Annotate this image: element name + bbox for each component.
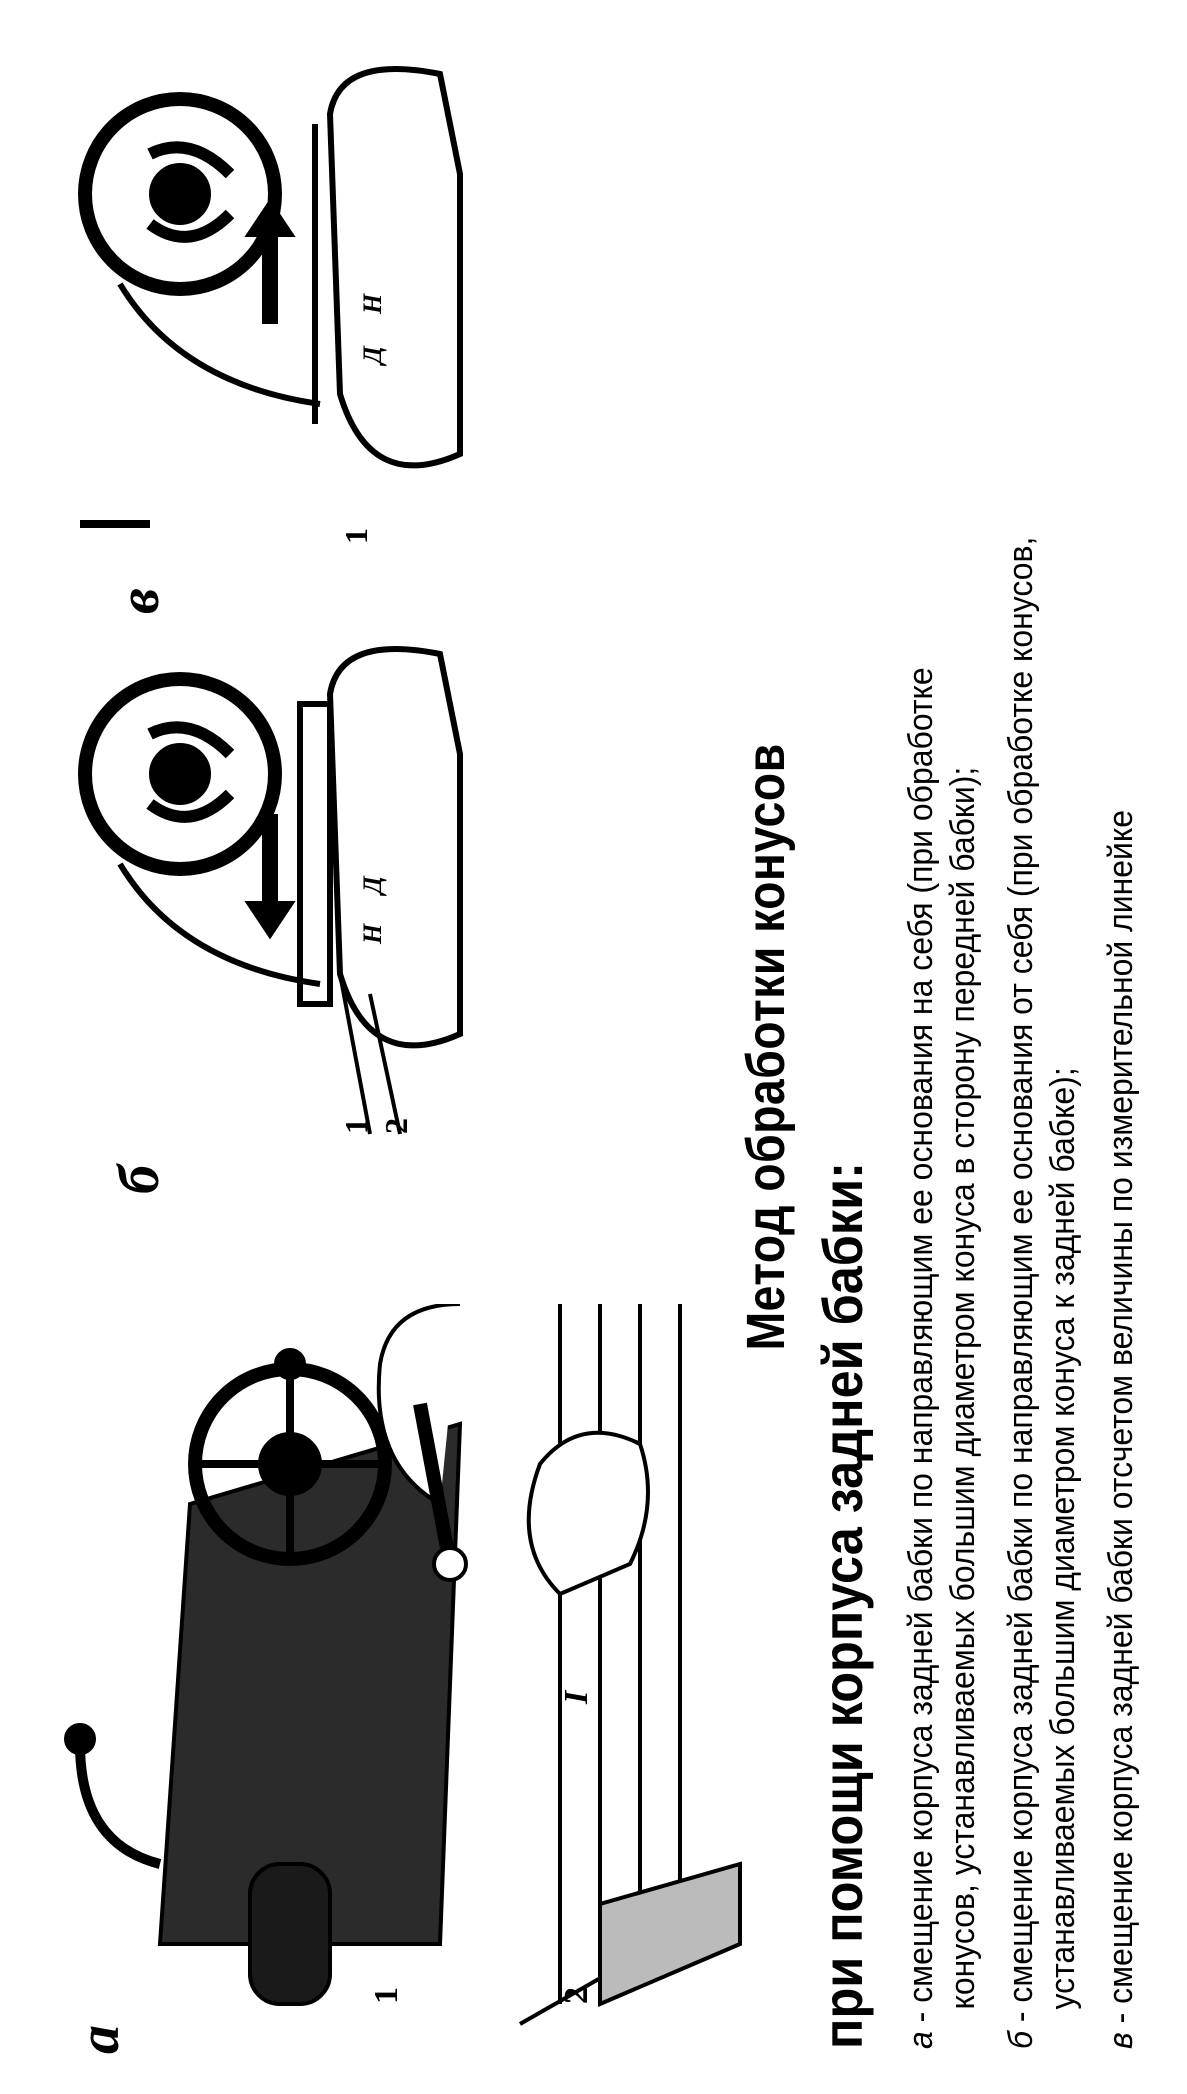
tailstock-ruler-diagram [40, 54, 520, 614]
figure-v [40, 54, 520, 614]
page-title-line-1: Метод обработки конусов [736, 743, 796, 1351]
figure-b-scale-label-H: Н [358, 923, 387, 944]
figure-b-callout-1: 1 [338, 1118, 374, 1134]
caption-a-marker: а [902, 2031, 940, 2049]
caption-b-text-2: устанавливаемых большим диаметром конуса к задней бабке); [1044, 1067, 1082, 2010]
caption-v-marker: в [1102, 2032, 1140, 2049]
caption-b-marker: б [1002, 2031, 1040, 2049]
caption-a [900, 178, 984, 2049]
caption-v-line-1 [1100, 178, 1142, 2049]
tailstock-wrench-illustration [40, 1304, 760, 2064]
caption-b-line-1 [1000, 178, 1042, 2049]
figure-v-scale-label-D: Д [358, 346, 387, 364]
figure-a [40, 1304, 760, 2064]
caption-a-text-2: конусов, устанавливаемых большим диаметром конуса в сторону передней бабки); [944, 766, 982, 2010]
figure-v-callout-1: 1 [338, 528, 374, 544]
figure-b-letter: б [106, 1165, 171, 1194]
figure-v-letter: в [106, 588, 171, 614]
figure-a-letter: а [66, 2025, 131, 2054]
figure-a-callout-I: I [558, 1690, 595, 1704]
caption-a-line-1 [900, 178, 942, 2049]
caption-b-text-1: - смещение корпуса задней бабки по направляющим ее основания от себя (при обработке конусов, [1002, 536, 1040, 2032]
figure-b [40, 634, 520, 1194]
figure-a-callout-1: 1 [368, 1987, 405, 2004]
page-title-line-2: при помощи корпуса задней бабки: [811, 1162, 874, 2049]
figure-v-scale-label-H: Н [358, 293, 387, 314]
caption-a-text-1: - смещение корпуса задней бабки по направляющим ее основания на себя (при обработке [902, 667, 940, 2032]
figure-b-scale-label-D: Д [358, 876, 387, 894]
caption-v-text-1: - смещение корпуса задней бабки отсчетом величины по измерительной линейке [1102, 809, 1140, 2033]
figure-b-callout-2: 2 [378, 1118, 414, 1134]
tailstock-shift-away-diagram [40, 634, 520, 1194]
caption-v [1100, 178, 1142, 2049]
figure-a-callout-2: 2 [558, 1987, 595, 2004]
caption-b [1000, 178, 1084, 2049]
